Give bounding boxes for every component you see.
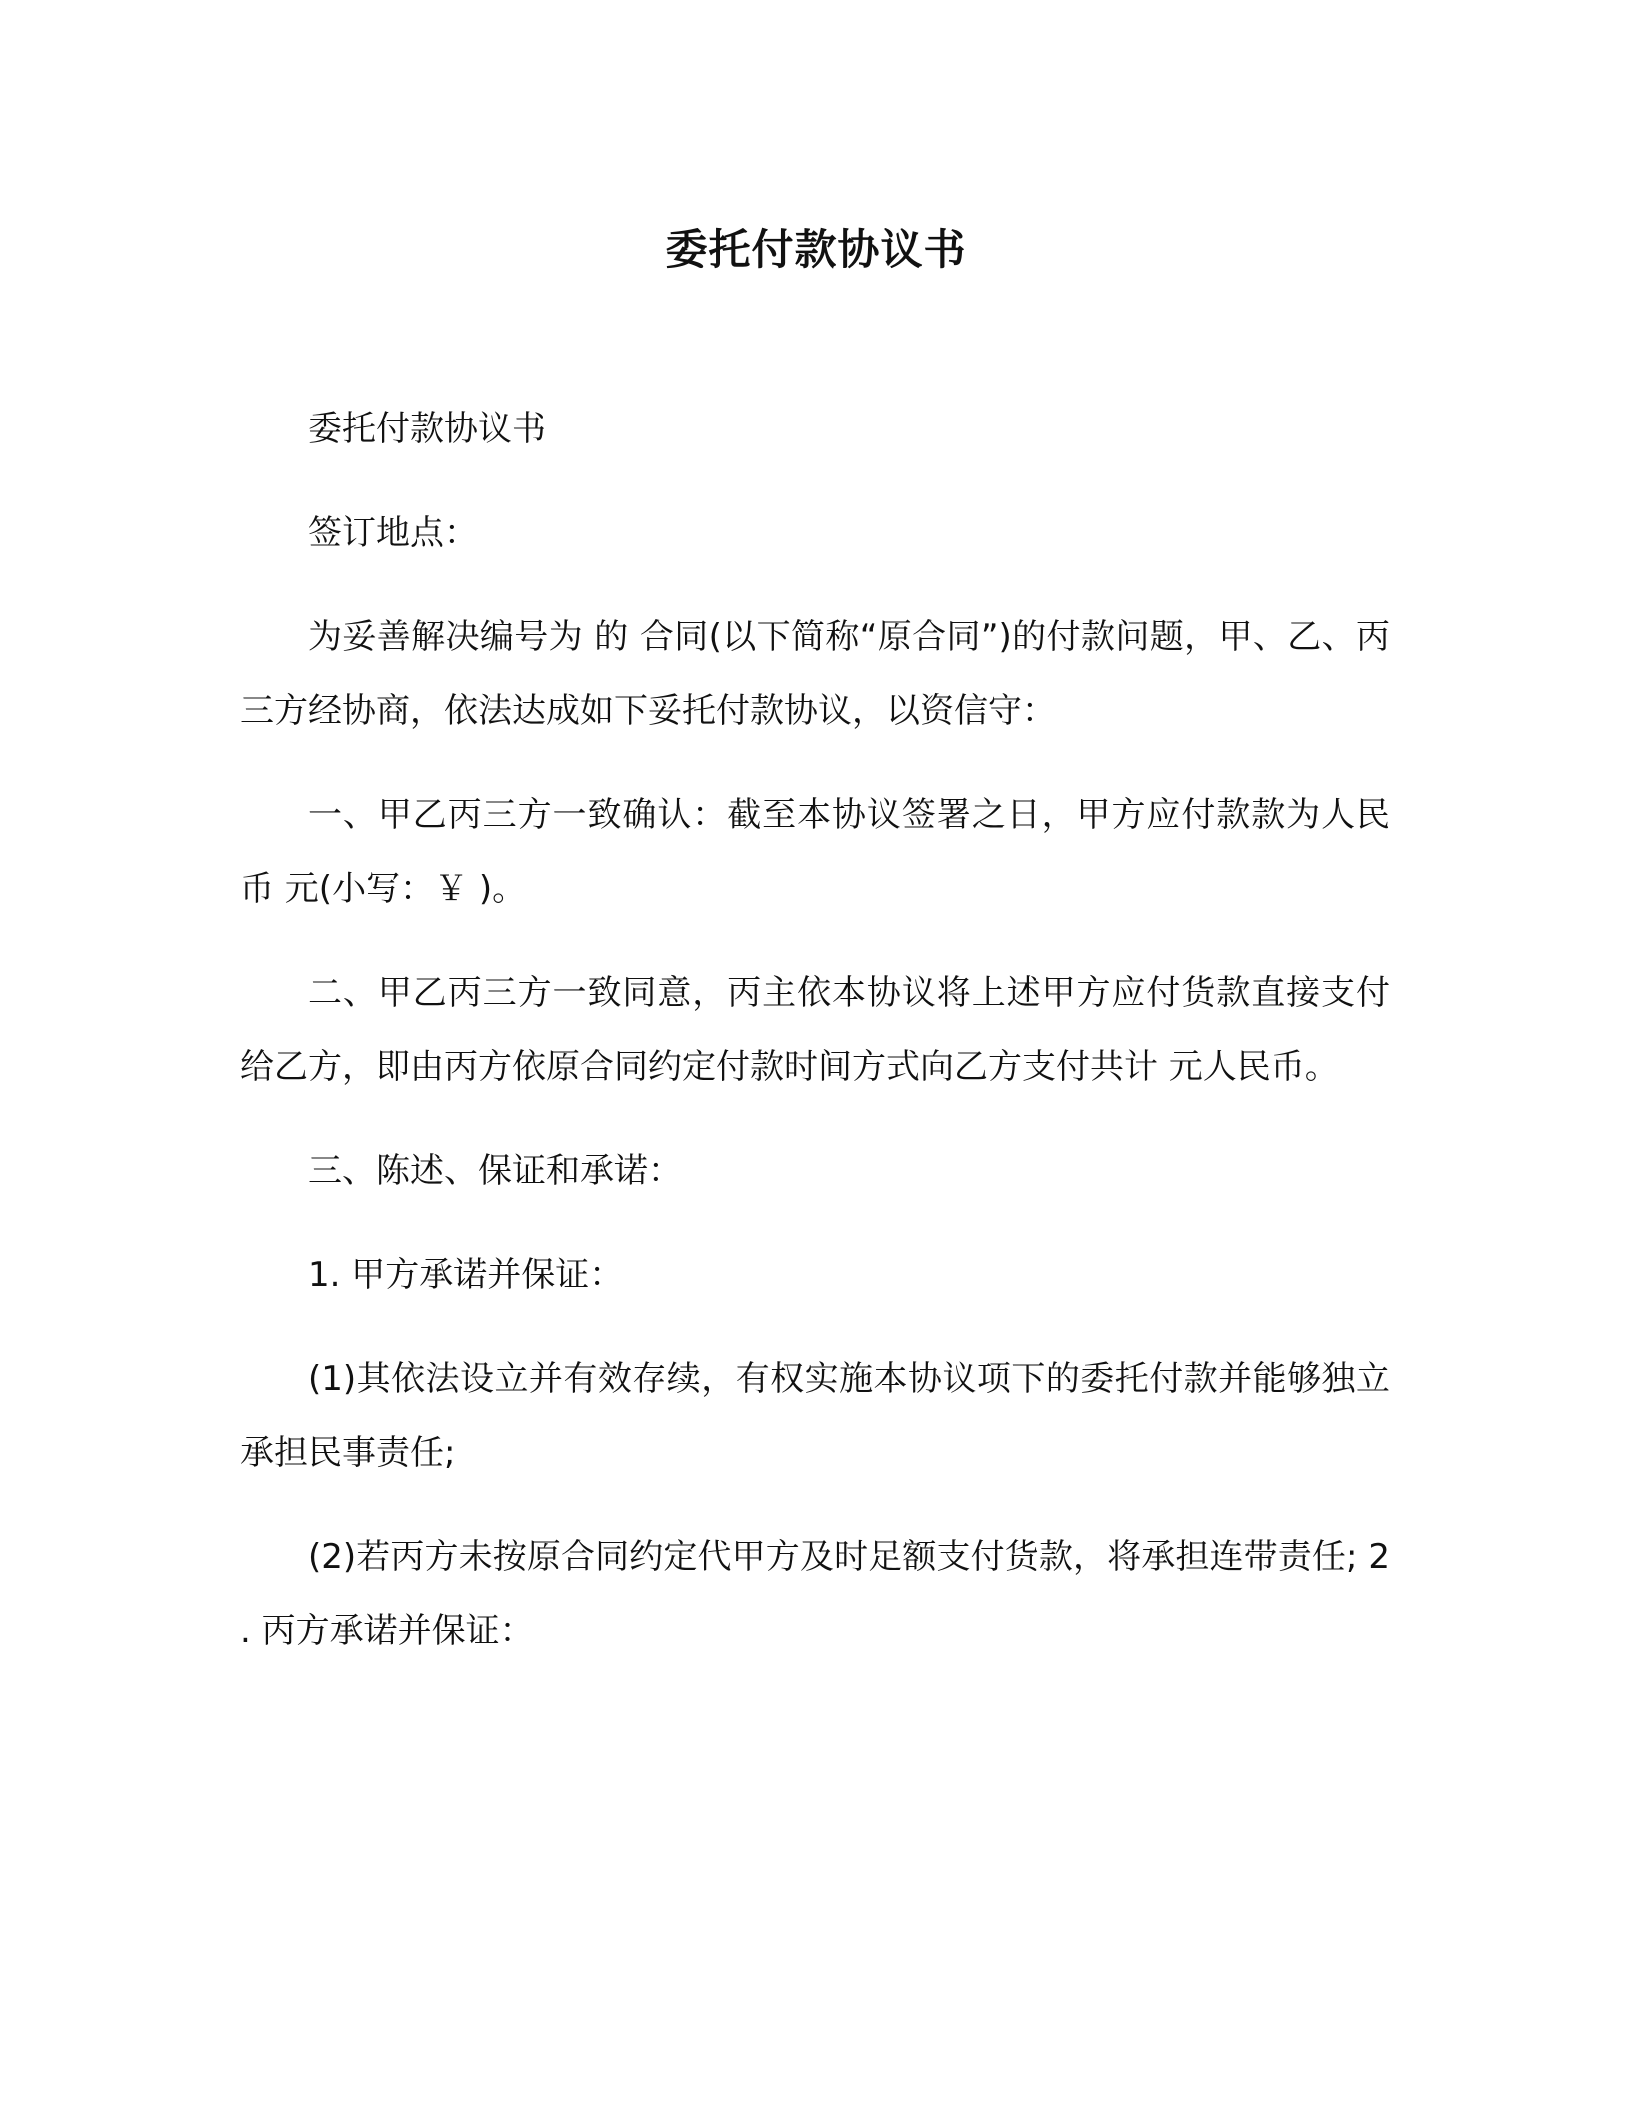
paragraph-clause-3: 三、陈述、保证和承诺： <box>308 1151 682 1191</box>
paragraph-item-1: 1. 甲方承诺并保证： <box>308 1255 624 1295</box>
paragraph-item-1-1: (1)其依法设立并有效存续，有权实施本协议项下的委托付款并能够独立承担民事责任; <box>240 1359 1390 1473</box>
paragraph-clause-2: 二、甲乙丙三方一致同意，丙主依本协议将上述甲方应付货款直接支付给乙方，即由丙方依原合同约定付款时间方式向乙方支付共计 元人民币。 <box>240 973 1390 1087</box>
document-title: 委托付款协议书 <box>665 225 967 274</box>
paragraph-preamble: 为妥善解决编号为 的 合同(以下简称“原合同”)的付款问题，甲、乙、丙三方经协商，依法达成如下妥托付款协议，以资信守： <box>240 617 1390 731</box>
paragraph-signing-place: 签订地点： <box>308 513 478 553</box>
paragraph-clause-1: 一、甲乙丙三方一致确认：截至本协议签署之日，甲方应付款款为人民币 元(小写：￥ )。 <box>240 795 1390 909</box>
document-body <box>240 392 1390 1698</box>
paragraph-heading: 委托付款协议书 <box>308 409 546 449</box>
paragraph-item-1-2: (2)若丙方未按原合同约定代甲方及时足额支付货款，将承担连带责任; 2 . 丙方承诺并保证： <box>240 1537 1390 1651</box>
